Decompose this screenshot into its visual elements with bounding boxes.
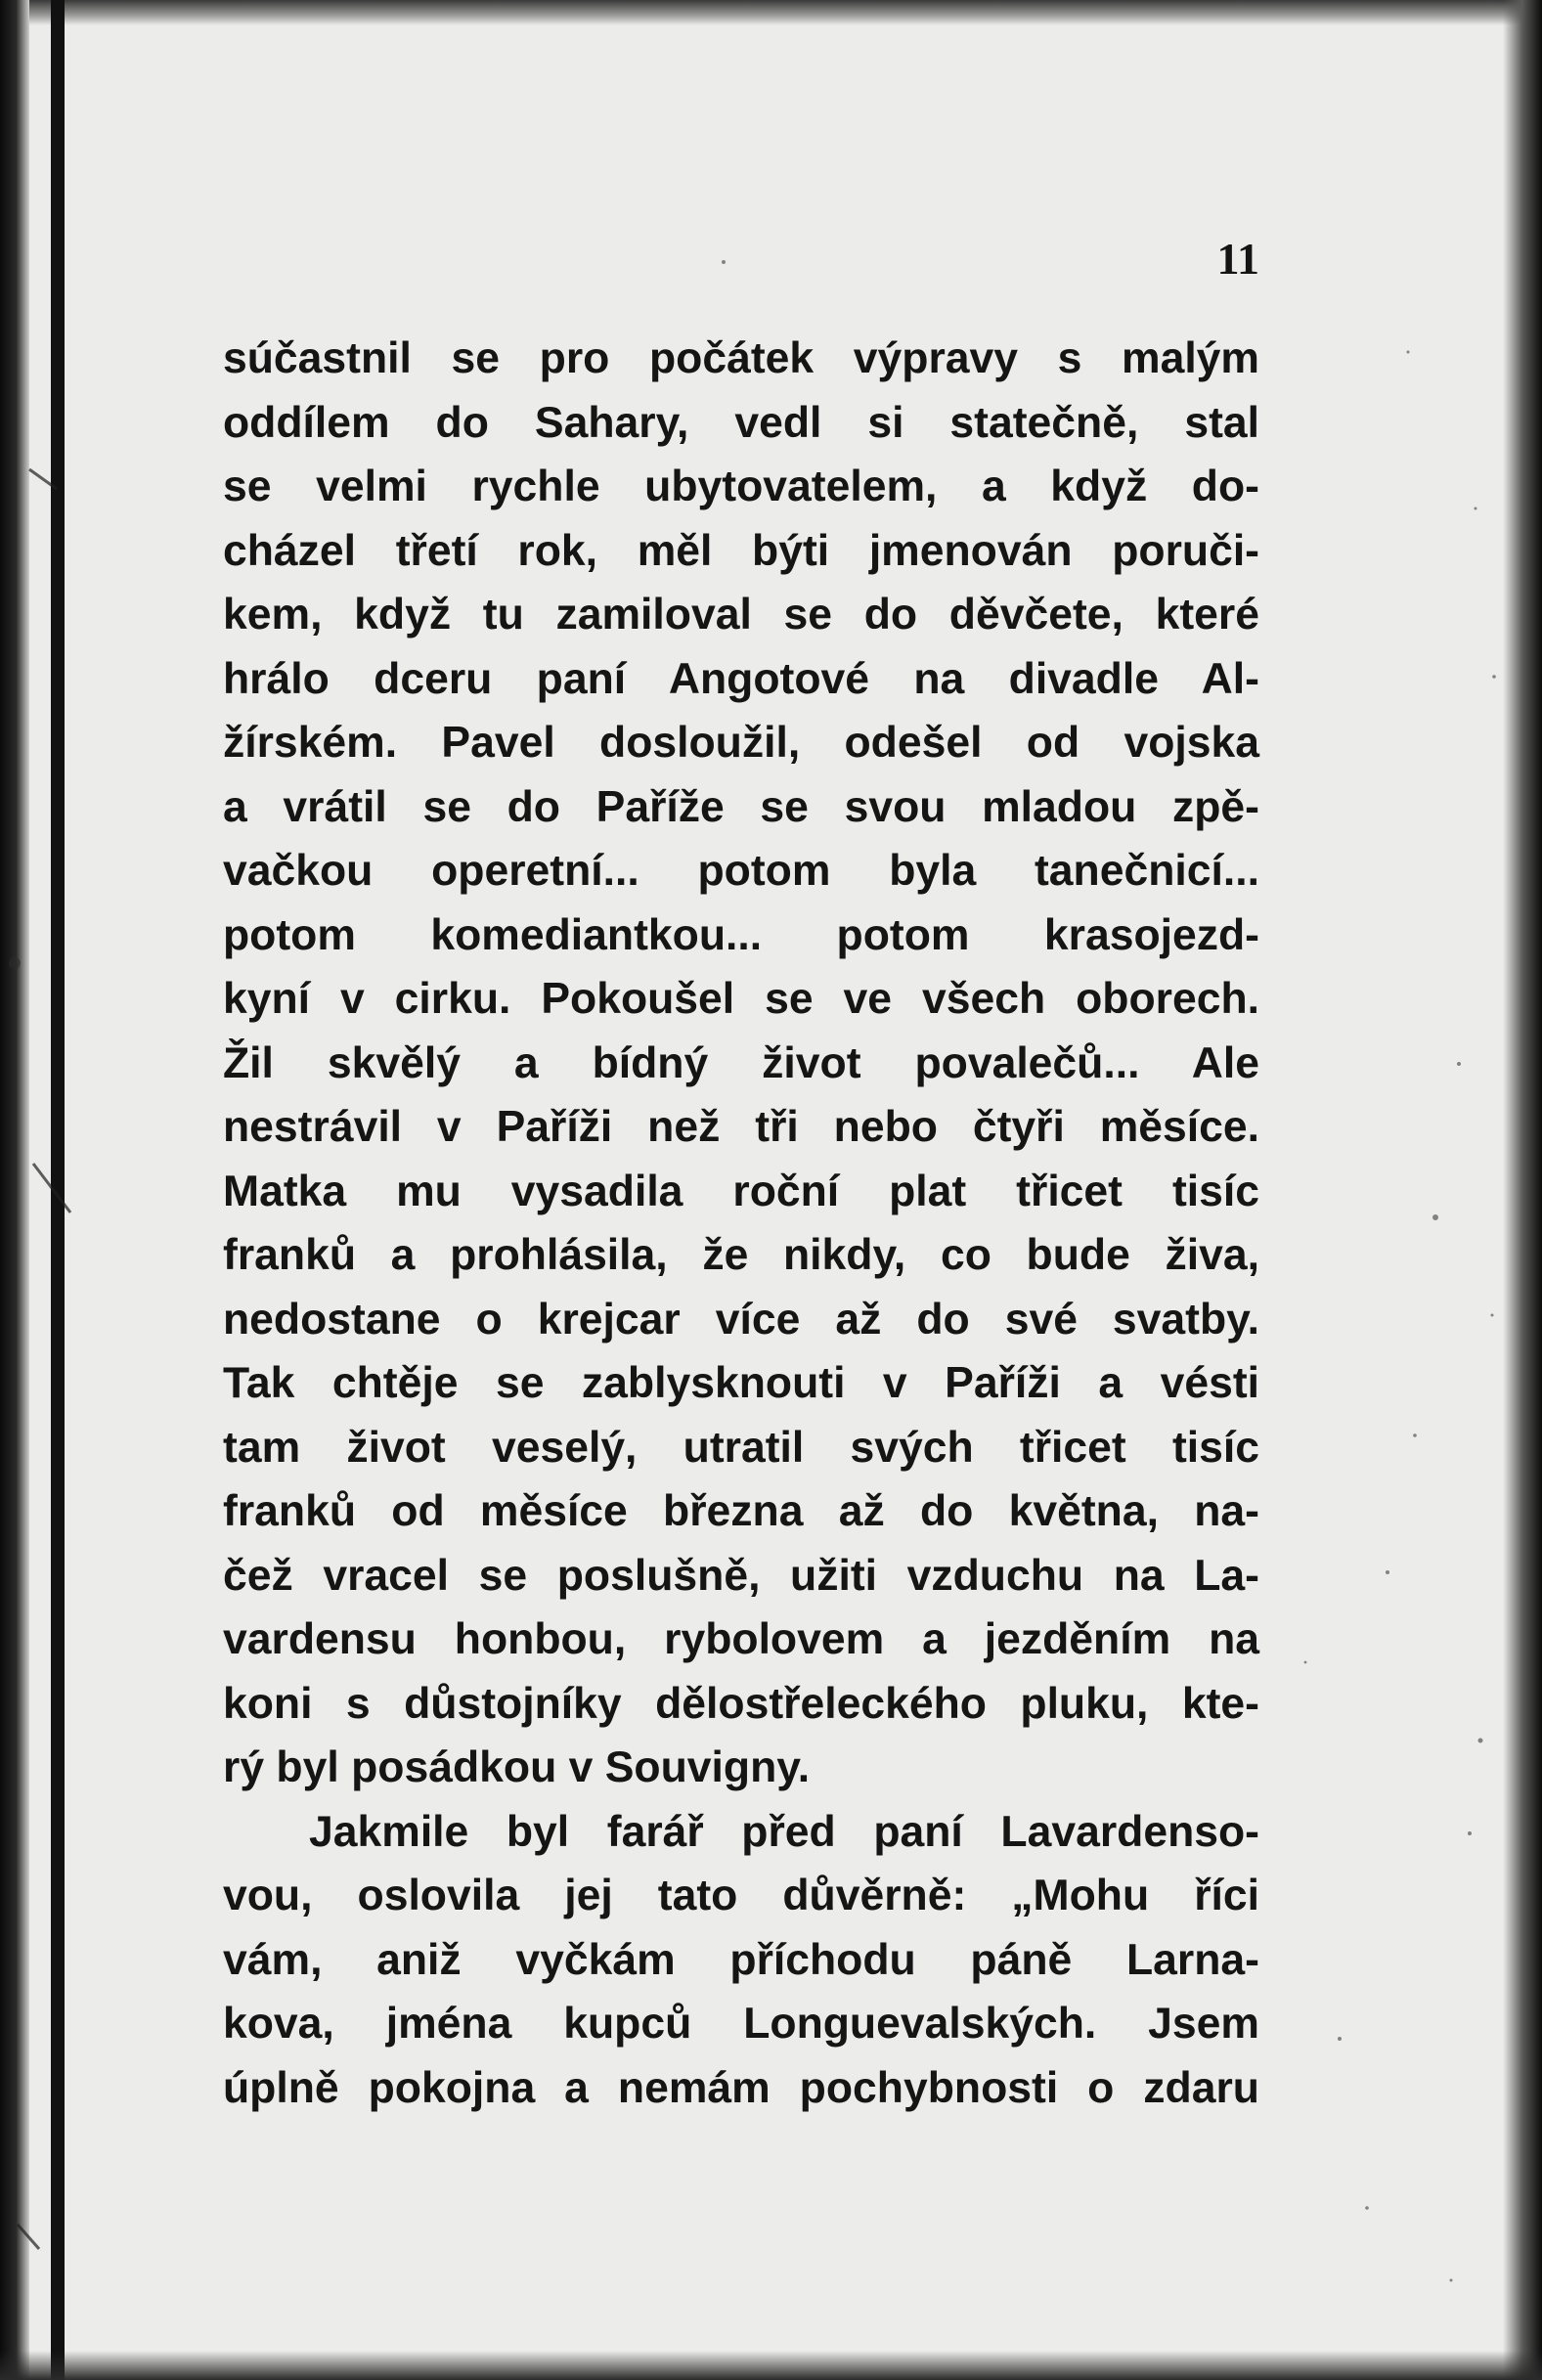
text-line: koni s důstojníky dělostřeleckého pluku, kte- [223, 1679, 1259, 1728]
text-line: nedostane o krejcar více až do své svatby. [223, 1295, 1259, 1344]
text-line: potom komediantkou... potom krasojezd- [223, 910, 1259, 959]
text-line: Jakmile byl farář před paní Lavardenso- [309, 1807, 1259, 1856]
text-line: rý byl posádkou v Souvigny. [223, 1743, 811, 1791]
text-line: čež vracel se poslušně, užiti vzduchu na La- [223, 1551, 1259, 1600]
text-line: vám, aniž vyčkám příchodu páně Larna- [223, 1935, 1259, 1984]
text-line: kem, když tu zamiloval se do děvčete, které [223, 591, 1259, 639]
text-line: vardensu honbou, rybolovem a jezděním na [223, 1615, 1259, 1663]
text-line: vou, oslovila jej tato důvěrně: „Mohu říci [223, 1872, 1259, 1919]
text-line: hrálo dceru paní Angotové na divadle Al- [223, 654, 1259, 703]
body-text [223, 327, 1259, 2120]
text-line: Tak chtěje se zablysknouti v Paříži a vésti [223, 1359, 1259, 1407]
text-line: úplně pokojna a nemám pochybnosti o zdaru [223, 2063, 1259, 2112]
text-line: súčastnil se pro počátek výpravy s malým [223, 334, 1259, 382]
text-line: tam život veselý, utratil svých třicet tisíc [223, 1423, 1259, 1472]
text-line: Žil skvělý a bídný život povalečů... Ale [223, 1038, 1259, 1087]
text-line: a vrátil se do Paříže se svou mladou zpě- [223, 782, 1259, 831]
text-line: franků od měsíce března až do května, na- [223, 1487, 1259, 1535]
text-line: se velmi rychle ubytovatelem, a když do- [223, 463, 1259, 510]
text-line: kyní v cirku. Pokoušel se ve všech oborech. [223, 975, 1259, 1023]
text-line: Matka mu vysadila roční plat třicet tisíc [223, 1167, 1259, 1215]
text-line: cházel třetí rok, měl býti jmenován poruči- [223, 526, 1259, 575]
text-line: nestrávil v Paříži než tři nebo čtyři měsíce. [223, 1103, 1259, 1151]
text-line: žírském. Pavel dosloužil, odešel od vojska [223, 719, 1259, 767]
text-line: kova, jména kupců Longuevalských. Jsem [223, 2000, 1259, 2048]
page-number: 11 [1216, 234, 1259, 284]
text-line: vačkou operetní... potom byla tanečnicí... [223, 847, 1259, 895]
text-line: oddílem do Sahary, vedl si statečně, stal [223, 398, 1259, 447]
text-line: franků a prohlásila, že nikdy, co bude živa, [223, 1231, 1259, 1279]
